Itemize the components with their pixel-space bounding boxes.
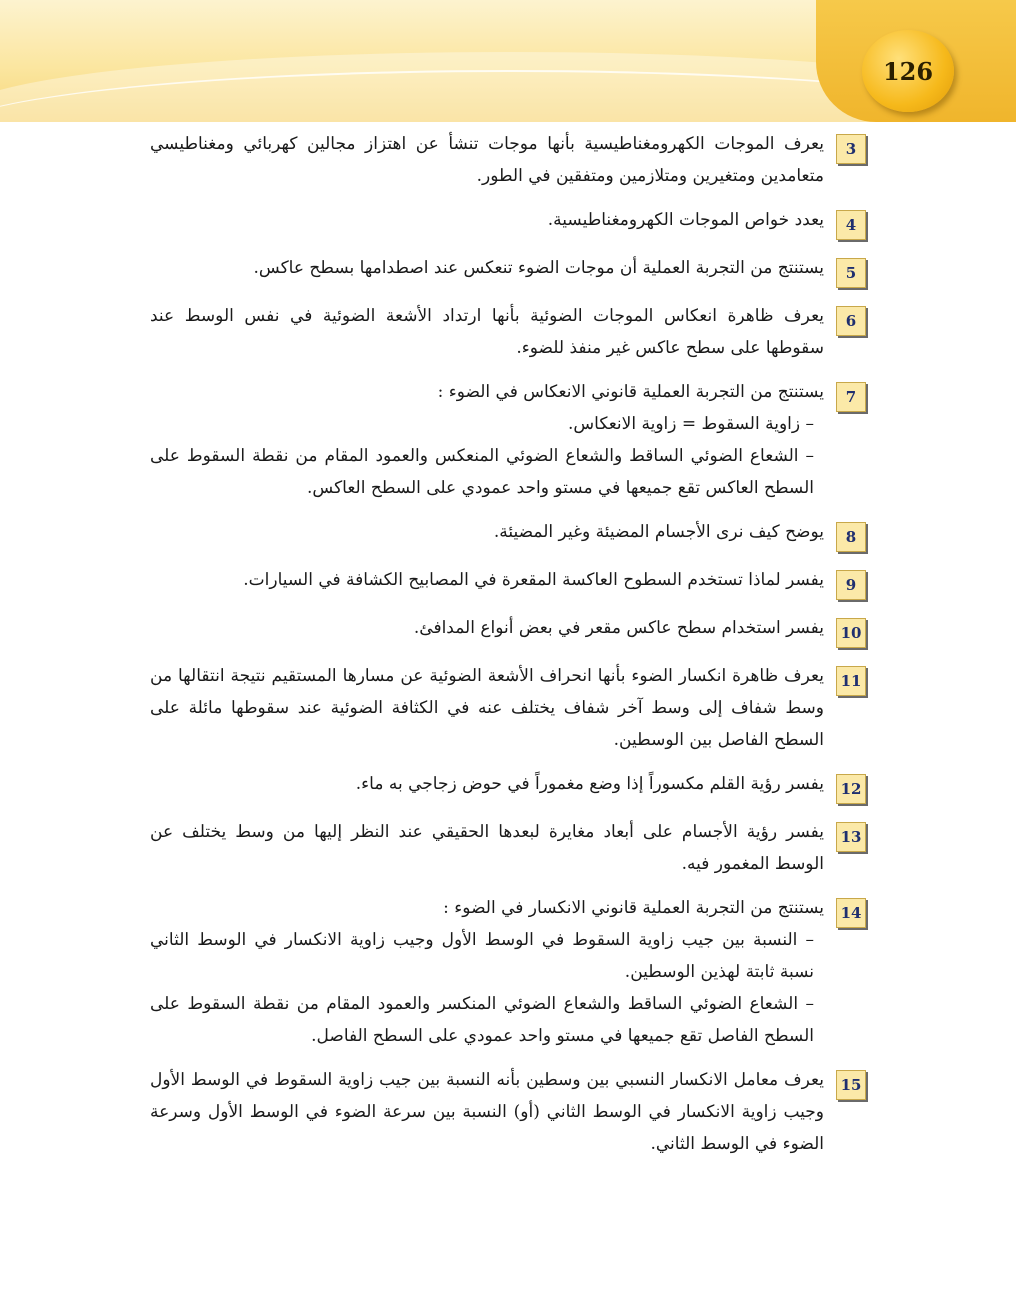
page-number: 126 bbox=[882, 56, 934, 86]
item-number-box: 8 bbox=[836, 522, 866, 552]
item-text: يعرف ظاهرة انكسار الضوء بأنها انحراف الأشعة الضوئية عن مسارها المستقيم نتيجة انتقالها من وسط شفاف إلى وسط آخر شفاف يختلف عنه في الكثافة الضوئية عند سقوطها مائلة على السطح الفاصل بين الوسطين. bbox=[150, 666, 824, 750]
item-text: يعرف معامل الانكسار النسبي بين وسطين بأنه النسبة بين جيب زاوية السقوط في الوسط الأول وجيب زاوية الانكسار في الوسط الثاني (أو) النسبة بين سرعة الضوء في الوسط الأول وسرعة الضوء في الوسط الثاني. bbox=[150, 1070, 824, 1154]
item-text: يفسر رؤية القلم مكسوراً إذا وضع مغموراً في حوض زجاجي به ماء. bbox=[355, 774, 824, 794]
objective-item bbox=[150, 128, 866, 192]
item-body bbox=[150, 376, 824, 504]
item-text: يفسر استخدام سطح عاكس مقعر في بعض أنواع المدافئ. bbox=[413, 618, 824, 638]
item-subpoint: – الشعاع الضوئي الساقط والشعاع الضوئي المنكسر والعمود المقام من نقطة السقوط على السطح الفاصل تقع جميعها في مستو واحد عمودي على السطح الفاصل. bbox=[150, 994, 814, 1046]
objective-item bbox=[150, 376, 866, 504]
item-text: يفسر لماذا تستخدم السطوح العاكسة المقعرة في المصابيح الكشافة في السيارات. bbox=[243, 570, 824, 590]
item-number-box: 4 bbox=[836, 210, 866, 240]
objective-item bbox=[150, 252, 866, 288]
objective-item bbox=[150, 892, 866, 1052]
item-text: يعدد خواص الموجات الكهرومغناطيسية. bbox=[547, 210, 824, 230]
item-number-box: 7 bbox=[836, 382, 866, 412]
objective-item bbox=[150, 816, 866, 880]
objective-item bbox=[150, 300, 866, 364]
objective-item bbox=[150, 660, 866, 756]
item-number-box: 10 bbox=[836, 618, 866, 648]
objective-item bbox=[150, 1064, 866, 1160]
item-body bbox=[150, 892, 824, 1052]
item-number-box: 11 bbox=[836, 666, 866, 696]
item-number-box: 5 bbox=[836, 258, 866, 288]
item-subpoint: – النسبة بين جيب زاوية السقوط في الوسط الأول وجيب زاوية الانكسار في الوسط الثاني نسبة ثابتة لهذين الوسطين. bbox=[150, 930, 814, 982]
item-number-box: 15 bbox=[836, 1070, 866, 1100]
objective-item bbox=[150, 564, 866, 600]
objective-item bbox=[150, 612, 866, 648]
item-number-box: 9 bbox=[836, 570, 866, 600]
item-subpoint: – زاوية السقوط = زاوية الانعكاس. bbox=[568, 414, 814, 434]
objective-item bbox=[150, 204, 866, 240]
item-number-box: 3 bbox=[836, 134, 866, 164]
item-text: يعرف الموجات الكهرومغناطيسية بأنها موجات تنشأ عن اهتزاز مجالين كهربائي ومغناطيسي متعامدين ومتغيرين ومتلازمين ومتفقين في الطور. bbox=[150, 134, 824, 186]
item-subpoint: – الشعاع الضوئي الساقط والشعاع الضوئي المنعكس والعمود المقام من نقطة السقوط على السطح العاكس تقع جميعها في مستو واحد عمودي على السطح العاكس. bbox=[150, 446, 814, 498]
item-number-box: 13 bbox=[836, 822, 866, 852]
objective-item bbox=[150, 516, 866, 552]
item-text: يستنتج من التجربة العملية أن موجات الضوء تنعكس عند اصطدامها بسطح عاكس. bbox=[253, 258, 824, 278]
objectives-list bbox=[150, 128, 866, 1172]
item-number-box: 6 bbox=[836, 306, 866, 336]
page-number-badge bbox=[862, 30, 954, 112]
objective-item bbox=[150, 768, 866, 804]
item-number-box: 12 bbox=[836, 774, 866, 804]
item-number-box: 14 bbox=[836, 898, 866, 928]
item-text: يفسر رؤية الأجسام على أبعاد مغايرة لبعدها الحقيقي عند النظر إليها من وسط يختلف عن الوسط المغمور فيه. bbox=[150, 822, 824, 874]
item-text: يستنتج من التجربة العملية قانوني الانعكاس في الضوء : bbox=[437, 382, 824, 402]
item-text: يعرف ظاهرة انعكاس الموجات الضوئية بأنها ارتداد الأشعة الضوئية في نفس الوسط عند سقوطها على سطح عاكس غير منفذ للضوء. bbox=[150, 306, 824, 358]
item-text: يوضح كيف نرى الأجسام المضيئة وغير المضيئة. bbox=[493, 522, 824, 542]
item-text: يستنتج من التجربة العملية قانوني الانكسار في الضوء : bbox=[443, 898, 824, 918]
